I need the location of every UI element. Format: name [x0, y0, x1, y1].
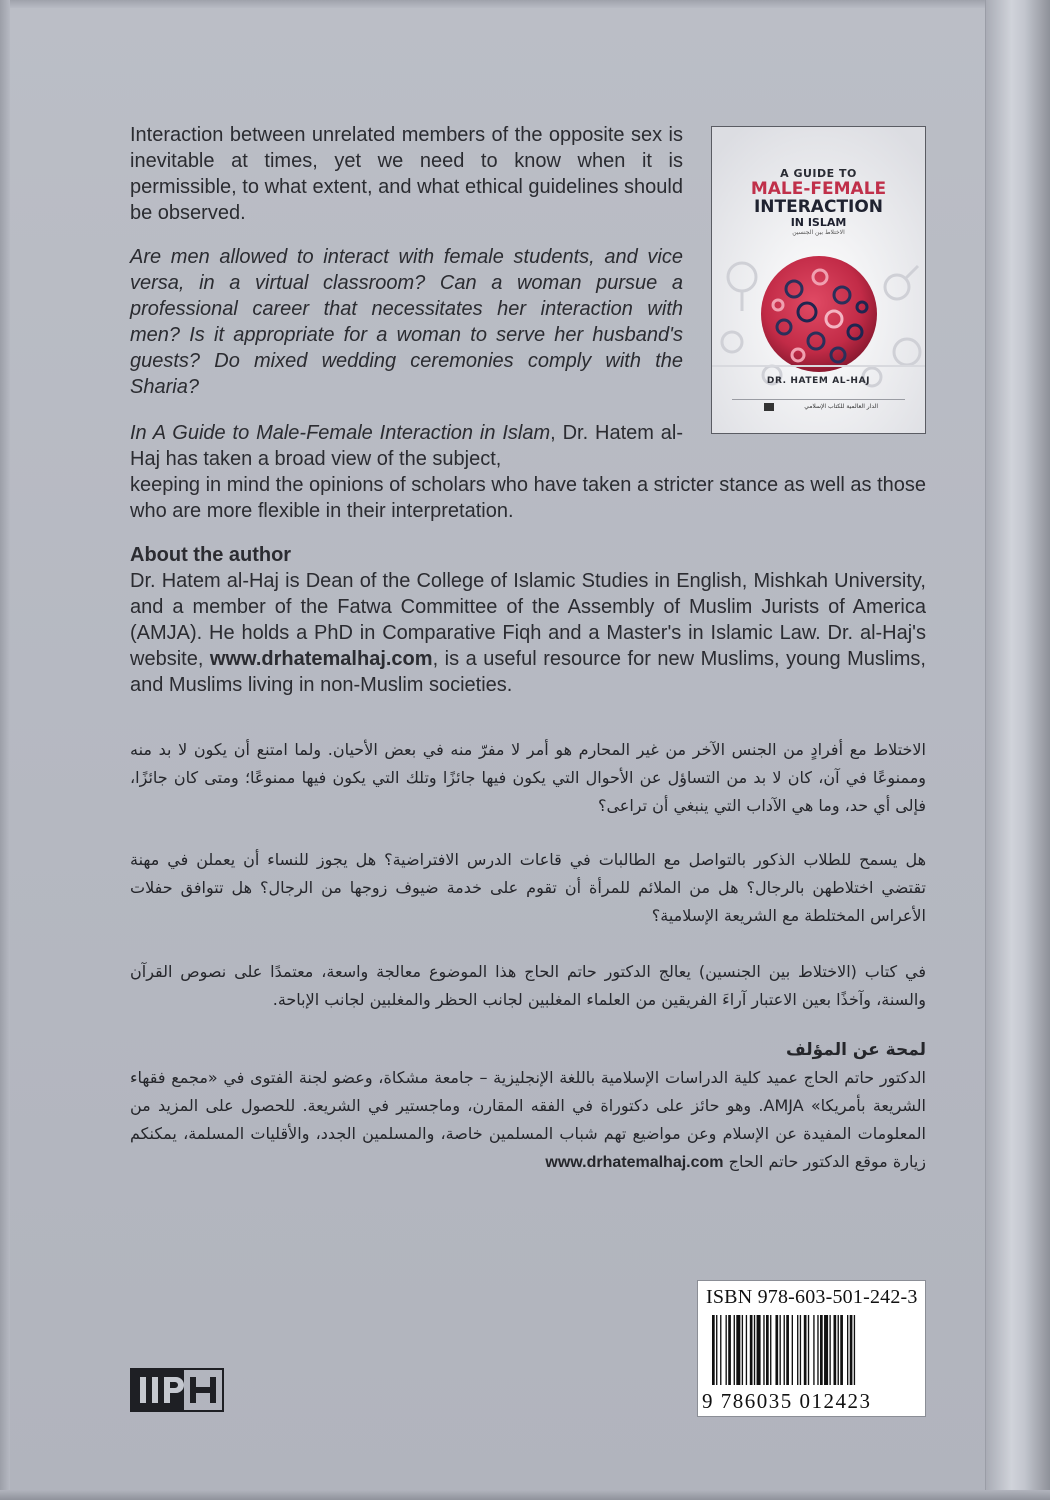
- arabic-intro: [130, 736, 926, 820]
- barcode-bar: [808, 1315, 809, 1385]
- blurb-intro-text: Interaction between unrelated members of the opposite sex is inevitable at times, yet we need to know when it is permissible, to what extent, and what ethical guidelines should be observed.: [130, 124, 683, 224]
- barcode-digits: 9 786035 012423: [702, 1389, 872, 1413]
- arabic-intro-text: الاختلاط مع أفرادٍ من الجنس الآخر من غير المحارم هو أمر لا مفرّ منه في بعض الأحيان. ولما امتنع أن يكون لا بد منه وممنوعًا في آن، كان لا بد من التساؤل عن الأحوال التي يكون فيها جائزًا وتلك التي يكون فيها ممنوعًا؛ ومتى كان جائزًا، فإلى أي حد، وما هي الآداب التي ينبغي أن تراعى؟: [130, 740, 926, 815]
- barcode-bar: [834, 1315, 837, 1385]
- barcode-bar: [792, 1315, 793, 1385]
- cover-left-edge: [0, 0, 10, 1500]
- blurb-summary: [130, 420, 926, 524]
- isbn-label: ISBN 978-603-501-242-3: [706, 1286, 918, 1308]
- thumbnail-author: DR. HATEM AL-HAJ: [766, 376, 871, 386]
- cover-bottom-edge: [0, 1490, 1050, 1500]
- arabic-author-website-link[interactable]: www.drhatemalhaj.com: [545, 1154, 724, 1171]
- isbn-barcode-box: [697, 1280, 926, 1417]
- barcode-bar: [824, 1315, 828, 1385]
- thumbnail-arabic-subtitle: الاختلاط بين الجنسين: [792, 229, 845, 236]
- barcode-bar: [757, 1315, 761, 1385]
- arabic-about-body: الدكتور حاتم الحاج عميد كلية الدراسات الإسلامية باللغة الإنجليزية – جامعة مشكاة، وعضو لجنة الفتوى في «مجمع فقهاء الشريعة بأمريكا» AMJA. وهو حائز على دكتوراة في الفقه المقارن، وماجستير في الشريعة. للحصول على المزيد من المعلومات المفيدة عن الإسلام وعن مواضيع تهم شباب المسلمين خاصة، والمسلمين الجدد، والأقليات المسلمة، يمكنكم زيارة موقع الدكتور حاتم الحاج: [130, 1068, 927, 1171]
- barcode-bar: [780, 1315, 781, 1385]
- barcode-bar: [754, 1315, 755, 1385]
- arabic-questions-text: هل يسمح للطلاب الذكور بالتواصل مع الطالبات في قاعات الدرس الافتراضية؟ هل يجوز للنساء أن يعملن في مهنة تقتضي اختلاطهن بالرجال؟ هل من الملائم للمرأة أن تقوم على خدمة ضيوف زوجها من الرجال؟ هل تتوافق حفلات الأعراس المختلطة مع الشريعة الإسلامية؟: [130, 850, 926, 925]
- about-author-text: [130, 568, 926, 698]
- about-author-section: [130, 542, 926, 698]
- arabic-about-author: [130, 1036, 926, 1177]
- arabic-summary: [130, 958, 926, 1014]
- book-title-italic: In A Guide to Male-Female Interaction in Islam: [130, 422, 551, 444]
- barcode-bar: [854, 1315, 855, 1385]
- barcode-bar: [763, 1315, 764, 1385]
- blurb-intro: [130, 122, 683, 226]
- barcode-bar: [784, 1315, 785, 1385]
- thumbnail-title-line2: MALE-FEMALE: [750, 179, 887, 199]
- barcode-bar: [734, 1315, 735, 1385]
- author-website-link[interactable]: www.drhatemalhaj.com: [209, 648, 433, 670]
- arabic-questions: [130, 846, 926, 930]
- barcode-bar: [804, 1315, 807, 1385]
- barcode-bar: [750, 1315, 753, 1385]
- barcode-bar: [847, 1315, 848, 1385]
- barcode-bar: [797, 1315, 798, 1385]
- barcode-bar: [712, 1315, 715, 1385]
- barcode-bar: [742, 1315, 743, 1385]
- barcode-bar: [813, 1315, 814, 1385]
- thumbnail-publisher-logo: [764, 403, 774, 411]
- barcode-bar: [817, 1315, 818, 1385]
- barcode-bar: [720, 1315, 721, 1385]
- publisher-logo-iiph: [130, 1368, 224, 1412]
- blurb-summary-lead: [130, 420, 683, 472]
- sphere-graphic: [761, 256, 877, 372]
- thumbnail-publisher-name: الدار العالمية للكتاب الإسلامي: [804, 403, 878, 410]
- barcode-bar: [716, 1315, 717, 1385]
- barcode-bar: [840, 1315, 843, 1385]
- arabic-about-heading: لمحة عن المؤلف: [786, 1040, 926, 1060]
- about-author-body-end: , is a useful resource for new Muslims, young Muslims, and Muslims living in non-Muslim societies.: [130, 648, 926, 696]
- barcode-bar: [829, 1315, 830, 1385]
- blurb-summary-rest: keeping in mind the opinions of scholars who have taken a stricter stance as well as those who are more flexible in their interpretation.: [130, 474, 926, 522]
- barcode-bar: [850, 1315, 853, 1385]
- barcode-bar: [800, 1315, 801, 1385]
- arabic-summary-text: في كتاب (الاختلاط بين الجنسين) يعالج الدكتور حاتم الحاج هذا الموضوع معالجة واسعة، معتمدًا على نصوص القرآن والسنة، وآخذًا بعين الاعتبار آراءَ الفريقين من العلماء المغلبين لجانب الحظر والمغلبين لجانب الإباحة.: [130, 962, 926, 1009]
- thumbnail-title: [712, 167, 925, 236]
- about-author-heading: About the author: [130, 544, 292, 566]
- barcode-bar: [786, 1315, 789, 1385]
- barcode-bar: [736, 1315, 740, 1385]
- barcode-bar: [746, 1315, 747, 1385]
- barcode-bar: [775, 1315, 778, 1385]
- thumbnail-title-line1: A GUIDE TO: [780, 167, 857, 180]
- barcode-bar: [726, 1315, 727, 1385]
- book-spine-edge: [985, 0, 1050, 1500]
- thumbnail-title-line4: IN ISLAM: [790, 216, 847, 229]
- blurb-questions: [130, 244, 683, 400]
- blurb-questions-text: Are men allowed to interact with female students, and vice versa, in a virtual classroom? Can a woman pursue a professional career that necessitates her interaction with men? Is it appropriate for a woman to serve her husband's guests? Do mixed wedding ceremonies comply with the Sharia?: [130, 246, 683, 398]
- barcode-bar: [838, 1315, 839, 1385]
- barcode-bar: [766, 1315, 769, 1385]
- front-cover-thumbnail: [711, 126, 926, 434]
- barcode-bar: [770, 1315, 771, 1385]
- blurb-summary-lead-text: , Dr. Hatem al-Haj has taken a broad view of the subject,: [130, 422, 684, 470]
- arabic-about-text: [130, 1064, 926, 1177]
- barcode-graphic: [712, 1315, 912, 1389]
- thumbnail-title-line3: INTERACTION: [753, 197, 884, 217]
- barcode-bar: [728, 1315, 731, 1385]
- barcode-bar: [820, 1315, 823, 1385]
- cover-top-edge: [0, 0, 1050, 8]
- about-author-body: Dr. Hatem al-Haj is Dean of the College of Islamic Studies in English, Mishkah University, and a member of the Fatwa Committee of the Assembly of Muslim Jurists of America (AMJA). He holds a PhD in Comparative Fiqh and a Master's in Islamic Law. Dr. al-Haj's website,: [130, 570, 926, 670]
